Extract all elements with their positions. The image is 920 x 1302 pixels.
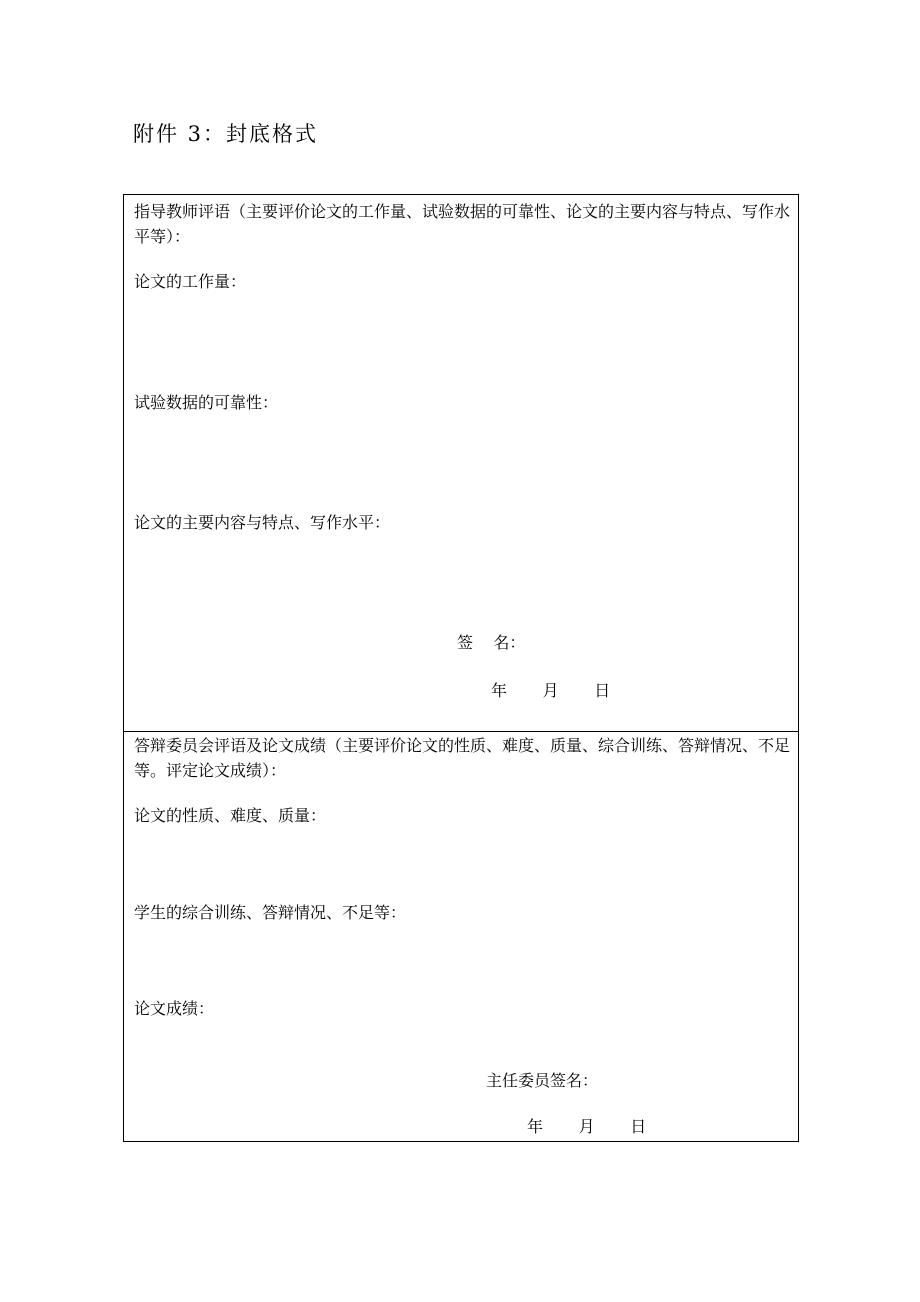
nature-label: 论文的性质、难度、质量： xyxy=(134,806,327,825)
advisor-section-heading: 指导教师评语（主要评价论文的工作量、试验数据的可靠性、论文的主要内容与特点、写作水平等）： xyxy=(134,202,791,246)
training-label: 学生的综合训练、答辩情况、不足等： xyxy=(134,903,407,922)
advisor-comment-cell xyxy=(124,195,798,732)
advisor-date-line: 年 月 日 xyxy=(491,681,611,700)
reliability-label: 试验数据的可靠性： xyxy=(134,393,279,412)
advisor-signature-label: 签 名： xyxy=(457,633,526,652)
committee-section-heading: 答辩委员会评语及论文成绩（主要评价论文的性质、难度、质量、综合训练、答辩情况、不足等。评定论文成绩）： xyxy=(134,736,791,780)
workload-label: 论文的工作量： xyxy=(134,272,247,291)
evaluation-form-table xyxy=(123,194,799,1142)
committee-comment-cell xyxy=(124,731,798,1141)
grade-label: 论文成绩： xyxy=(134,999,215,1018)
page-title: 附件 3：封底格式 xyxy=(133,122,319,146)
content-label: 论文的主要内容与特点、写作水平： xyxy=(134,513,391,532)
committee-date-line: 年 月 日 xyxy=(527,1117,647,1136)
chair-signature-label: 主任委员签名： xyxy=(486,1071,599,1090)
